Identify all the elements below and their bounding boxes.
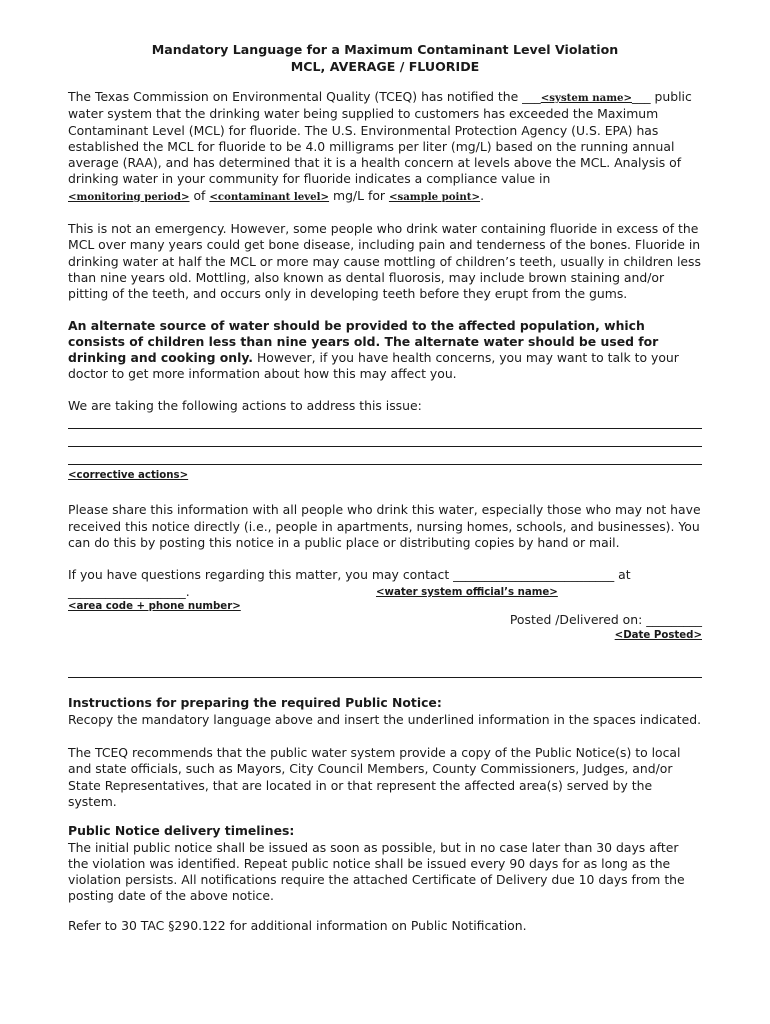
instructions-heading: Instructions for preparing the required Public Notice: bbox=[68, 695, 442, 711]
refer-paragraph: Refer to 30 TAC §290.122 for additional information on Public Notification. bbox=[68, 917, 527, 933]
phone-number-placeholder: <area code + phone number> bbox=[68, 600, 241, 612]
recommend-paragraph: The TCEQ recommends that the public water system provide a copy of the Public Notice(s) to local and state officials, such as Mayors, City Council Members, County Commissioners, Judges, and/or State Representatives, that are located in or that represent the affected area(s) served by the system. bbox=[68, 745, 681, 809]
notification-text-b: public water system that the drinking water being supplied to customers has exceeded the Maximum Contaminant Level (MCL) for fluoride. The U.S. Environmental Protection Agency (U.S. EPA) has established the MCL for fluoride to be 4.0 milligrams per liter (mg/L) based on the running annual average (RAA), and has determined that it is a health concern at levels above the MCL. Analysis of drinking water in your community for fluoride indicates a compliance value in bbox=[68, 89, 692, 187]
action-line-2 bbox=[68, 446, 702, 447]
action-line-1 bbox=[68, 428, 702, 429]
health-effects-paragraph bbox=[68, 221, 702, 302]
alternate-source-text: However, if you have health concerns, you may want to talk to your doctor to get more information about how this may affect you. bbox=[68, 350, 679, 382]
timelines-paragraph: The initial public notice shall be issued as soon as possible, but in no case later than 30 days after the violation was identified. Repeat public notice shall be issued every 90 days for as long as the violation persists. All notifications require the attached Certificate of Delivery due 10 days from the posting date of the above notice. bbox=[68, 839, 685, 904]
alternate-source-bold-text: An alternate source of water should be provided to the affected population, which consists of children less than nine years old. The alternate water should be used for drinking and cooking only. bbox=[68, 317, 659, 366]
sample-point-placeholder: <sample point> bbox=[388, 190, 481, 203]
date-posted-blank: _________ bbox=[646, 611, 702, 627]
notification-paragraph bbox=[68, 89, 702, 205]
alternate-source-paragraph bbox=[68, 318, 702, 383]
action-line-3 bbox=[68, 464, 702, 465]
date-posted-placeholder: <Date Posted> bbox=[614, 630, 702, 642]
contact-text: If you have questions regarding this matter, you may contact bbox=[68, 567, 454, 583]
notification-text-a: The Texas Commission on Environmental Quality (TCEQ) has notified the bbox=[68, 89, 523, 104]
contact-end: . bbox=[185, 583, 190, 599]
section-divider bbox=[68, 677, 702, 678]
phone-number-blank: ___________________ bbox=[68, 583, 186, 599]
corrective-actions-placeholder: <corrective actions> bbox=[68, 470, 189, 482]
notice-page bbox=[68, 42, 702, 934]
posted-text: Posted /Delivered on: bbox=[509, 611, 647, 627]
title-line-2: MCL, AVERAGE / FLUORIDE bbox=[290, 58, 480, 74]
of-text: of bbox=[189, 187, 210, 203]
official-name-placeholder: <water system official’s name> bbox=[376, 586, 558, 598]
at-text: at bbox=[614, 567, 631, 583]
timelines-heading: Public Notice delivery timelines: bbox=[68, 823, 295, 839]
system-name-placeholder: <system name> bbox=[540, 92, 632, 104]
health-effects-line-1: This is not an emergency. However, some people who drink water containing fluoride in excess of the bbox=[68, 221, 699, 237]
contaminant-level-placeholder: <contaminant level> bbox=[209, 190, 330, 203]
system-name-blank-b: ___ bbox=[632, 89, 651, 104]
share-paragraph: Please share this information with all people who drink this water, especially those who may not have received this notice directly (i.e., people in apartments, nursing homes, schools, and businesses). You can do this by posting this notice in a public place or distributing copies by hand or mail. bbox=[68, 502, 701, 550]
page-title bbox=[68, 42, 702, 75]
system-name-blank-a: ___ bbox=[522, 89, 541, 104]
sentence-end: . bbox=[480, 187, 485, 203]
recopy-instructions: Recopy the mandatory language above and insert the underlined information in the spaces indicated. bbox=[68, 711, 702, 727]
health-effects-line-2: MCL over many years could get bone disease, including pain and tenderness of the bones. Fluoride in drinking water at half the MCL or more may cause mottling of children’s teeth, usually in children less than nine years old. Mottling, also known as dental fluorosis, may include brown staining and/or pitting of the teeth, and occurs only in developing teeth before they erupt from the gums. bbox=[68, 237, 701, 302]
monitoring-period-placeholder: <monitoring period> bbox=[68, 190, 190, 203]
actions-intro: We are taking the following actions to address this issue: bbox=[68, 397, 422, 413]
mgl-for-text: mg/L for bbox=[329, 187, 389, 203]
official-name-blank: __________________________ bbox=[453, 567, 615, 583]
title-line-1: Mandatory Language for a Maximum Contaminant Level Violation bbox=[151, 42, 619, 57]
